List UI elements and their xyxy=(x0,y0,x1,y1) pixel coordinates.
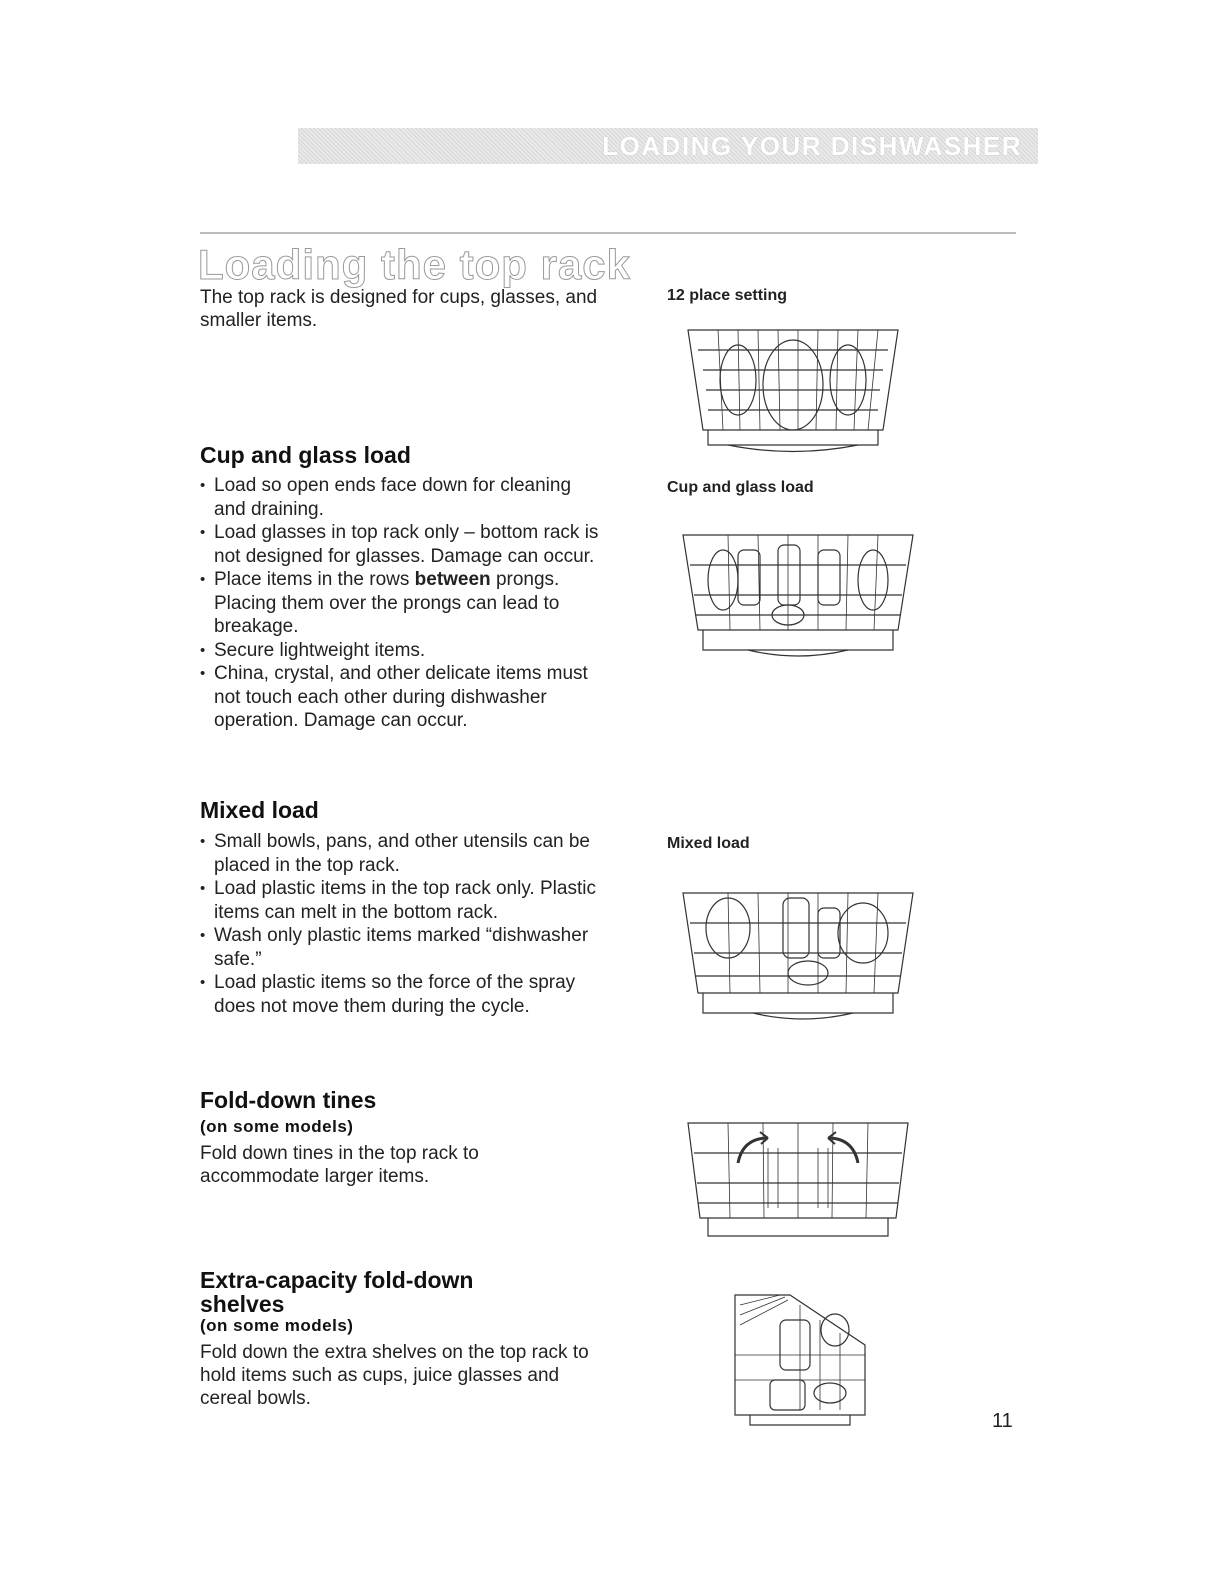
place-setting-illustration xyxy=(668,310,918,460)
cup-glass-heading: Cup and glass load xyxy=(200,442,411,468)
list-item: • Load plastic items so the force of the spray does not move them during the cycle. xyxy=(200,971,600,1018)
intro-text: The top rack is designed for cups, glasses, and smaller items. xyxy=(200,287,598,331)
list-item-part: Load glasses in top rack only – bottom rack is not designed for glasses. Damage can occur. xyxy=(214,522,599,567)
mixed-caption: Mixed load xyxy=(667,835,750,852)
fold-tines-subheading: (on some models) xyxy=(200,1117,354,1136)
cup-glass-caption: Cup and glass load xyxy=(667,479,814,496)
list-item: • Place items in the rows between prongs. Placing them over the prongs can lead to breakage. xyxy=(200,568,600,639)
mixed-load-illustration xyxy=(668,868,930,1028)
list-item: • Load plastic items in the top rack only. Plastic items can melt in the bottom rack. xyxy=(200,877,600,924)
page-number: 11 xyxy=(992,1410,1013,1432)
fold-tines-text: Fold down tines in the top rack to accommodate larger items. xyxy=(200,1143,479,1187)
place-setting-caption: 12 place setting xyxy=(667,287,788,304)
banner-title: LOADING YOUR DISHWASHER xyxy=(602,130,1022,161)
cup-glass-list xyxy=(200,474,600,733)
mixed-list xyxy=(200,830,600,1018)
fold-tines-heading: Fold-down tines xyxy=(200,1087,377,1113)
divider-rule xyxy=(200,232,1016,234)
emphasis-word: between xyxy=(414,569,491,590)
extra-capacity-text: Fold down the extra shelves on the top rack to hold items such as cups, juice glasses and cereal bowls. xyxy=(200,1342,589,1409)
page-title: Loading the top rack xyxy=(198,241,632,288)
list-item: • Wash only plastic items marked “dishwasher safe.” xyxy=(200,924,600,971)
extra-capacity-heading: Extra-capacity fold-down shelves xyxy=(200,1267,474,1318)
mixed-heading: Mixed load xyxy=(200,797,319,823)
list-item: • Small bowls, pans, and other utensils can be placed in the top rack. xyxy=(200,830,600,877)
list-item xyxy=(200,521,600,568)
list-item: • China, crystal, and other delicate items must not touch each other during dishwasher operation. Damage can occur. xyxy=(200,662,600,733)
cup-glass-illustration xyxy=(668,510,930,665)
extra-capacity-illustration xyxy=(730,1285,875,1430)
extra-capacity-subheading: (on some models) xyxy=(200,1316,354,1335)
section-banner xyxy=(298,128,1038,164)
fold-tines-illustration xyxy=(668,1108,930,1248)
list-item: • Load so open ends face down for cleaning and draining. xyxy=(200,474,600,521)
list-item: • Secure lightweight items. xyxy=(200,639,600,663)
